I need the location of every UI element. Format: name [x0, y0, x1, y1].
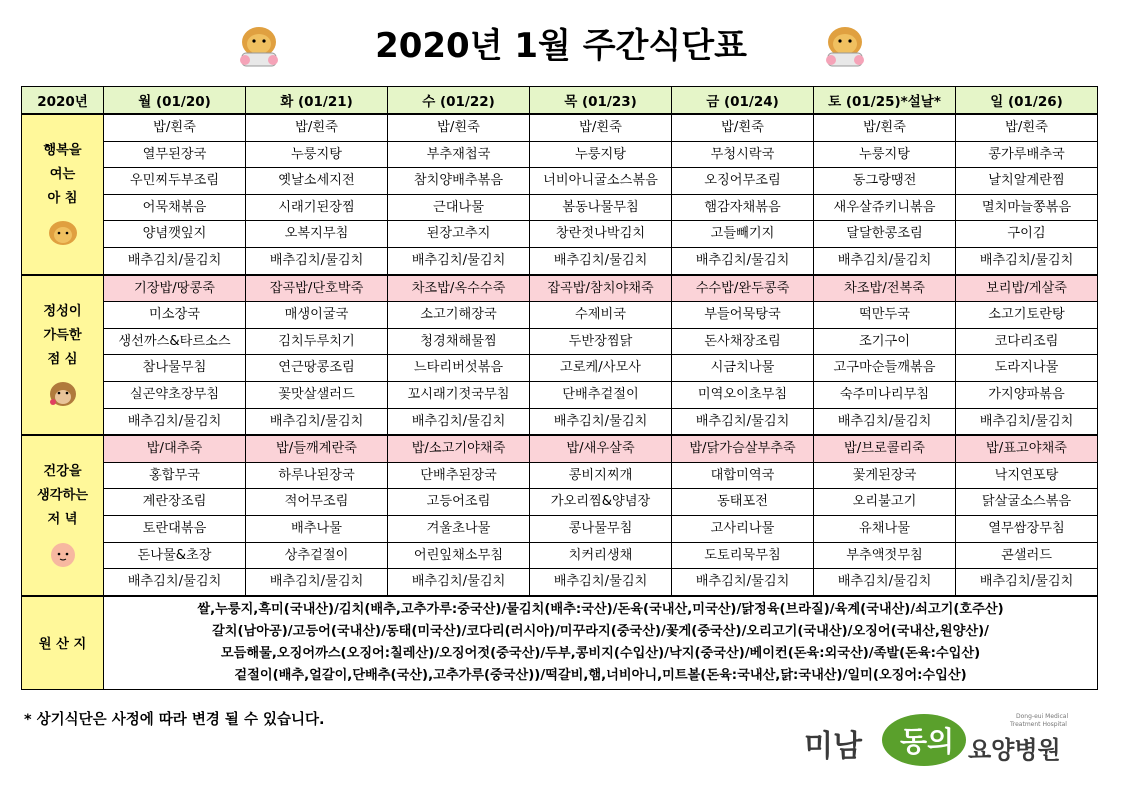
origin-row	[22, 596, 1098, 690]
hospital-logo	[796, 704, 1096, 774]
menu-cell: 조기구이	[814, 328, 956, 355]
menu-cell: 연근땅콩조림	[246, 355, 388, 382]
header-row	[22, 87, 1098, 115]
dinner-row	[22, 542, 1098, 569]
lunch-row	[22, 328, 1098, 355]
svg-text:동의: 동의	[900, 725, 955, 758]
menu-cell: 배추김치/물김치	[956, 247, 1098, 274]
menu-cell: 어린잎채소무침	[388, 542, 530, 569]
footnote: * 상기식단은 사정에 따라 변경 될 수 있습니다.	[24, 712, 325, 728]
menu-cell: 숙주미나리무침	[814, 381, 956, 408]
svg-text:미남: 미남	[804, 729, 862, 764]
origin-line: 모듬해물,오징어까스(오징어:칠레산)/오징어젓(중국산)/두부,콩비지(수입산)/낙지(중국산)/베이컨(돈육:외국산)/족발(돈육:수입산)	[220, 645, 981, 661]
menu-cell: 옛날소세지전	[246, 168, 388, 195]
day-header: 월 (01/20)	[104, 87, 246, 115]
menu-cell: 배추김치/물김치	[530, 408, 672, 435]
lunch-label	[22, 275, 104, 436]
menu-cell: 무청시락국	[672, 141, 814, 168]
menu-cell: 꽃맛살샐러드	[246, 381, 388, 408]
menu-cell: 새우살쥬키니볶음	[814, 194, 956, 221]
menu-cell: 하루나된장국	[246, 462, 388, 489]
menu-cell: 미역오이초무침	[672, 381, 814, 408]
menu-cell: 생선까스&타르소스	[104, 328, 246, 355]
menu-cell: 코다리조림	[956, 328, 1098, 355]
day-header: 수 (01/22)	[388, 87, 530, 115]
meal-label-line: 가득한	[43, 327, 82, 343]
menu-cell: 닭살굴소스볶음	[956, 489, 1098, 516]
meal-label-line: 아 침	[47, 191, 78, 207]
menu-cell: 배추김치/물김치	[388, 408, 530, 435]
menu-cell: 달달한콩조림	[814, 221, 956, 248]
menu-cell: 배추김치/물김치	[246, 408, 388, 435]
menu-cell: 열무된장국	[104, 141, 246, 168]
dinner-label	[22, 435, 104, 596]
menu-cell: 배추김치/물김치	[104, 569, 246, 596]
dog-mascot-icon	[45, 378, 81, 410]
menu-cell: 누룽지탕	[814, 141, 956, 168]
menu-cell: 참나물무침	[104, 355, 246, 382]
menu-cell: 고구마순들깨볶음	[814, 355, 956, 382]
meal-label-line: 생각하는	[37, 488, 88, 504]
menu-cell: 소고기토란탕	[956, 302, 1098, 329]
menu-cell: 밥/닭가슴살부추죽	[672, 435, 814, 462]
dinner-row	[22, 515, 1098, 542]
menu-cell: 밥/대추죽	[104, 435, 246, 462]
menu-cell: 밥/소고기야채죽	[388, 435, 530, 462]
menu-cell: 우민찌두부조림	[104, 168, 246, 195]
menu-cell: 배추김치/물김치	[246, 247, 388, 274]
origin-text	[104, 596, 1098, 690]
weekly-menu-table	[21, 86, 1098, 690]
menu-cell: 꼬시래기젓국무침	[388, 381, 530, 408]
menu-cell: 근대나물	[388, 194, 530, 221]
menu-cell: 상추겉절이	[246, 542, 388, 569]
menu-cell: 김치두루치기	[246, 328, 388, 355]
menu-cell: 오리불고기	[814, 489, 956, 516]
meal-label-line: 저 녁	[47, 512, 78, 528]
dinner-row	[22, 462, 1098, 489]
menu-cell: 유채나물	[814, 515, 956, 542]
svg-text:요양병원: 요양병원	[968, 736, 1061, 764]
menu-cell: 잡곡밥/참치야채죽	[530, 275, 672, 302]
menu-cell: 참치양배추볶음	[388, 168, 530, 195]
menu-cell: 콩가루배추국	[956, 141, 1098, 168]
menu-cell: 고사리나물	[672, 515, 814, 542]
mascot-lion-icon	[818, 20, 872, 70]
menu-cell: 콘샐러드	[956, 542, 1098, 569]
menu-cell: 배추나물	[246, 515, 388, 542]
menu-cell: 어묵채볶음	[104, 194, 246, 221]
menu-cell: 콩나물무침	[530, 515, 672, 542]
menu-cell: 떡만두국	[814, 302, 956, 329]
menu-cell: 된장고추지	[388, 221, 530, 248]
meal-label-line: 건강을	[43, 464, 82, 480]
lunch-row	[22, 302, 1098, 329]
menu-cell: 청경채해물찜	[388, 328, 530, 355]
day-header: 일 (01/26)	[956, 87, 1098, 115]
menu-cell: 밥/새우살죽	[530, 435, 672, 462]
menu-cell: 양념깻잎지	[104, 221, 246, 248]
menu-cell: 돈사채장조림	[672, 328, 814, 355]
menu-cell: 가지양파볶음	[956, 381, 1098, 408]
menu-cell: 돈나물&초장	[104, 542, 246, 569]
menu-cell: 배추김치/물김치	[246, 569, 388, 596]
menu-cell: 창란젓나박김치	[530, 221, 672, 248]
menu-cell: 실곤약초장무침	[104, 381, 246, 408]
meal-label-line: 정성이	[43, 303, 82, 319]
menu-cell: 미소장국	[104, 302, 246, 329]
menu-cell: 겨울초나물	[388, 515, 530, 542]
menu-cell: 밥/흰죽	[814, 114, 956, 141]
meal-label-line: 여는	[49, 167, 76, 183]
menu-cell: 소고기해장국	[388, 302, 530, 329]
menu-cell: 밥/브로콜리죽	[814, 435, 956, 462]
menu-cell: 고등어조림	[388, 489, 530, 516]
year-header: 2020년	[22, 87, 104, 115]
menu-cell: 꽃게된장국	[814, 462, 956, 489]
svg-text:Treatment Hospital: Treatment Hospital	[1010, 721, 1067, 728]
menu-cell: 밥/흰죽	[672, 114, 814, 141]
menu-cell: 부추재첩국	[388, 141, 530, 168]
menu-cell: 밥/흰죽	[530, 114, 672, 141]
lion-face-icon	[45, 217, 81, 249]
menu-cell: 밥/표고야채죽	[956, 435, 1098, 462]
menu-cell: 배추김치/물김치	[814, 247, 956, 274]
menu-cell: 멸치마늘쫑볶음	[956, 194, 1098, 221]
menu-cell: 오복지무침	[246, 221, 388, 248]
menu-cell: 배추김치/물김치	[956, 408, 1098, 435]
meal-label-line: 행복을	[43, 143, 82, 159]
origin-line: 겉절이(배추,얼갈이,단배추(국산),고추가루(중국산))/떡갈비,햄,너비아니,미트볼(돈육:국내산,닭:국내산)/일미(오징어:수입산)	[234, 667, 967, 683]
svg-text:Dong-eui Medical: Dong-eui Medical	[1016, 713, 1069, 720]
menu-cell: 누룽지탕	[530, 141, 672, 168]
menu-cell: 대합미역국	[672, 462, 814, 489]
menu-cell: 구이김	[956, 221, 1098, 248]
menu-cell: 수수밥/완두콩죽	[672, 275, 814, 302]
menu-cell: 홍합무국	[104, 462, 246, 489]
menu-cell: 배추김치/물김치	[672, 408, 814, 435]
menu-cell: 단배추된장국	[388, 462, 530, 489]
menu-cell: 콩비지찌개	[530, 462, 672, 489]
day-header: 화 (01/21)	[246, 87, 388, 115]
menu-cell: 시래기된장찜	[246, 194, 388, 221]
page-title: 2020년 1월 주간식단표	[375, 26, 747, 66]
lunch-row	[22, 408, 1098, 435]
menu-cell: 배추김치/물김치	[388, 569, 530, 596]
breakfast-row	[22, 114, 1098, 141]
menu-cell: 배추김치/물김치	[956, 569, 1098, 596]
menu-cell: 배추김치/물김치	[530, 247, 672, 274]
peach-mascot-icon	[45, 538, 81, 570]
lunch-row	[22, 355, 1098, 382]
day-header: 토 (01/25)*설날*	[814, 87, 956, 115]
menu-cell: 밥/들깨계란죽	[246, 435, 388, 462]
menu-cell: 밥/흰죽	[246, 114, 388, 141]
dinner-row	[22, 489, 1098, 516]
menu-cell: 적어무조림	[246, 489, 388, 516]
menu-cell: 부들어묵탕국	[672, 302, 814, 329]
menu-cell: 기장밥/땅콩죽	[104, 275, 246, 302]
menu-cell: 고로케/사모사	[530, 355, 672, 382]
breakfast-row	[22, 194, 1098, 221]
menu-cell: 배추김치/물김치	[104, 247, 246, 274]
menu-cell: 보리밥/게살죽	[956, 275, 1098, 302]
menu-cell: 계란장조림	[104, 489, 246, 516]
menu-cell: 가오리찜&양념장	[530, 489, 672, 516]
menu-cell: 잡곡밥/단호박죽	[246, 275, 388, 302]
menu-cell: 배추김치/물김치	[672, 569, 814, 596]
menu-cell: 수제비국	[530, 302, 672, 329]
menu-cell: 도토리묵무침	[672, 542, 814, 569]
menu-cell: 밥/흰죽	[388, 114, 530, 141]
meal-label-line: 점 심	[47, 351, 78, 367]
day-header: 목 (01/23)	[530, 87, 672, 115]
menu-cell: 치커리생채	[530, 542, 672, 569]
menu-cell: 매생이굴국	[246, 302, 388, 329]
day-header: 금 (01/24)	[672, 87, 814, 115]
menu-cell: 열무쌈장무침	[956, 515, 1098, 542]
menu-cell: 낙지연포탕	[956, 462, 1098, 489]
menu-cell: 너비아니굴소스볶음	[530, 168, 672, 195]
dinner-row	[22, 435, 1098, 462]
origin-line: 쌀,누룽지,흑미(국내산)/김치(배추,고추가루:중국산)/물김치(배추:국산)/돈육(국내산,미국산)/닭정육(브라질)/육계(국내산)/쇠고기(호주산)	[197, 601, 1004, 617]
menu-cell: 고들빼기지	[672, 221, 814, 248]
menu-cell: 날치알계란찜	[956, 168, 1098, 195]
breakfast-row	[22, 247, 1098, 274]
menu-cell: 배추김치/물김치	[672, 247, 814, 274]
menu-cell: 배추김치/물김치	[388, 247, 530, 274]
menu-cell: 동태포전	[672, 489, 814, 516]
breakfast-row	[22, 221, 1098, 248]
menu-cell: 배추김치/물김치	[814, 569, 956, 596]
breakfast-label	[22, 114, 104, 275]
menu-cell: 오징어무조림	[672, 168, 814, 195]
menu-cell: 배추김치/물김치	[814, 408, 956, 435]
menu-cell: 배추김치/물김치	[530, 569, 672, 596]
menu-cell: 누룽지탕	[246, 141, 388, 168]
breakfast-row	[22, 141, 1098, 168]
menu-cell: 배추김치/물김치	[104, 408, 246, 435]
menu-cell: 밥/흰죽	[104, 114, 246, 141]
menu-cell: 동그랑땡전	[814, 168, 956, 195]
menu-cell: 밥/흰죽	[956, 114, 1098, 141]
menu-cell: 두반장찜닭	[530, 328, 672, 355]
menu-cell: 토란대볶음	[104, 515, 246, 542]
menu-cell: 부추액젓무침	[814, 542, 956, 569]
origin-label: 원 산 지	[22, 596, 104, 690]
menu-cell: 시금치나물	[672, 355, 814, 382]
menu-cell: 햄감자채볶음	[672, 194, 814, 221]
menu-cell: 단배추겉절이	[530, 381, 672, 408]
menu-cell: 차조밥/옥수수죽	[388, 275, 530, 302]
mascot-lion-icon	[232, 20, 286, 70]
menu-cell: 도라지나물	[956, 355, 1098, 382]
menu-cell: 차조밥/전복죽	[814, 275, 956, 302]
origin-line: 갈치(남아공)/고등어(국내산)/동태(미국산)/코다리(러시아)/미꾸라지(중국산)/꽃게(중국산)/오리고기(국내산)/오징어(국내산,원양산)/	[212, 623, 989, 639]
dinner-row	[22, 569, 1098, 596]
lunch-row	[22, 275, 1098, 302]
menu-cell: 봄동나물무침	[530, 194, 672, 221]
menu-cell: 느타리버섯볶음	[388, 355, 530, 382]
title-bar	[0, 16, 1122, 76]
breakfast-row	[22, 168, 1098, 195]
lunch-row	[22, 381, 1098, 408]
